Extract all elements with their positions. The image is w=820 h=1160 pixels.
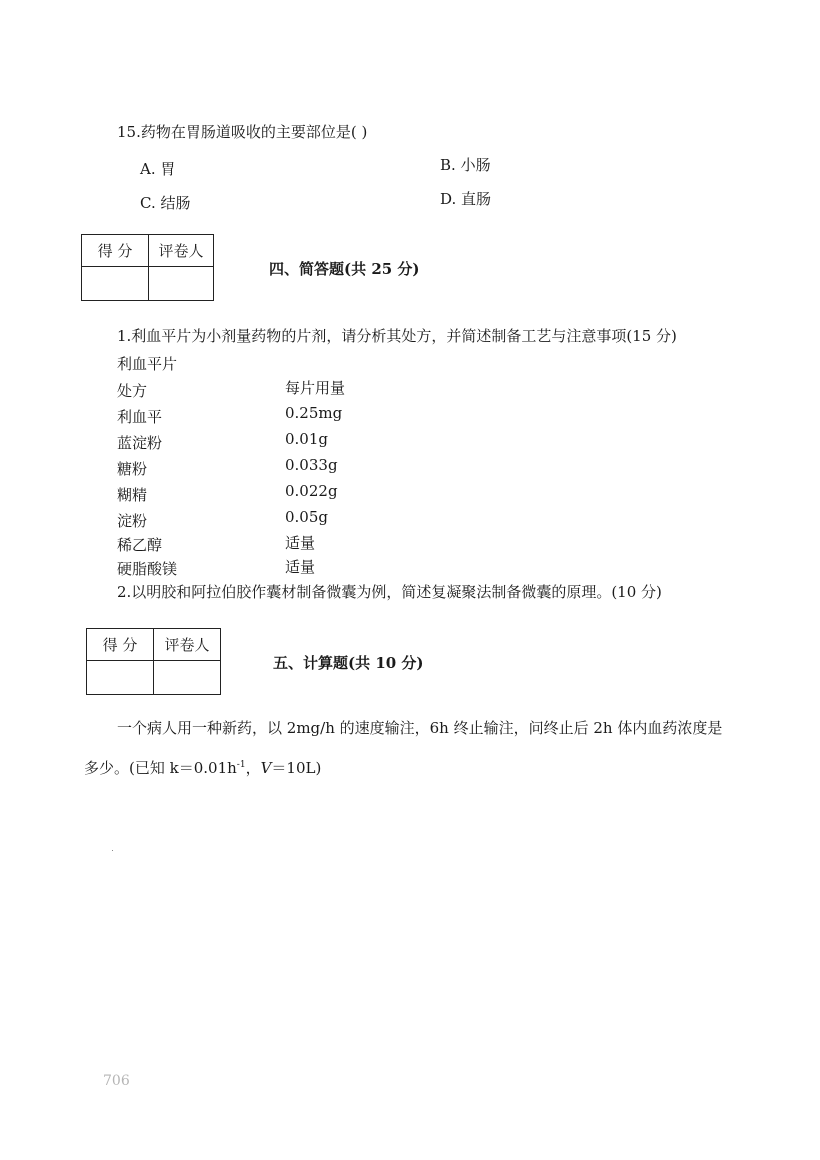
prescription-row-amount: 0.05g xyxy=(285,508,329,526)
prescription-row-amount: 0.022g xyxy=(285,482,338,500)
score-cell xyxy=(82,267,149,301)
exponent: -1 xyxy=(236,760,246,770)
section5-question-line2 xyxy=(84,757,321,778)
section4-title: 四、简答题(共 25 分) xyxy=(269,260,420,278)
q15-option-b xyxy=(440,154,491,175)
score-label: 得 分 xyxy=(87,629,154,661)
question-text: ， xyxy=(245,759,261,777)
section4-q1-stem: 1.利血平片为小剂量药物的片剂，请分析其处方，并简述制备工艺与注意事项(15 分) xyxy=(117,327,677,345)
q15-option-c xyxy=(140,192,191,213)
prescription-row-amount: 适量 xyxy=(285,534,316,552)
q15-stem: 15.药物在胃肠道吸收的主要部位是( ) xyxy=(117,123,368,141)
product-name: 利血平片 xyxy=(117,355,178,373)
q15-option-d xyxy=(440,188,491,209)
prescription-header-name: 处方 xyxy=(117,382,148,400)
score-cell xyxy=(87,661,154,695)
grader-label: 评卷人 xyxy=(154,629,221,661)
q15-option-a xyxy=(140,158,175,179)
option-letter: B. xyxy=(440,156,456,174)
score-box-section4 xyxy=(81,234,214,301)
grader-label: 评卷人 xyxy=(149,235,214,267)
option-letter: C. xyxy=(140,194,156,212)
prescription-row-amount: 0.25mg xyxy=(285,404,343,422)
prescription-row-name: 淀粉 xyxy=(117,512,148,530)
score-box-section5 xyxy=(86,628,221,695)
prescription-row-name: 糖粉 xyxy=(117,460,148,478)
option-text: 直肠 xyxy=(461,190,492,208)
prescription-row-name: 硬脂酸镁 xyxy=(117,560,178,578)
prescription-row-name: 利血平 xyxy=(117,408,163,426)
question-text: 多少。(已知 k＝0.01h xyxy=(84,759,237,777)
section5-title: 五、计算题(共 10 分) xyxy=(273,654,424,672)
option-text: 小肠 xyxy=(460,156,491,174)
score-label: 得 分 xyxy=(82,235,149,267)
option-text: 结肠 xyxy=(160,194,191,212)
prescription-row-name: 蓝淀粉 xyxy=(117,434,163,452)
prescription-row-amount: 0.033g xyxy=(285,456,338,474)
section4-q2-stem: 2.以明胶和阿拉伯胶作囊材制备微囊为例，简述复凝聚法制备微囊的原理。(10 分) xyxy=(117,583,662,601)
scan-speck xyxy=(112,850,113,851)
grader-cell xyxy=(154,661,221,695)
page-number: 706 xyxy=(103,1073,130,1089)
question-text: ＝10L) xyxy=(271,759,322,777)
option-letter: A. xyxy=(140,160,156,178)
prescription-row-name: 稀乙醇 xyxy=(117,536,163,554)
variable-v: V xyxy=(260,759,272,777)
prescription-row-name: 糊精 xyxy=(117,486,148,504)
option-text: 胃 xyxy=(160,160,176,178)
grader-cell xyxy=(149,267,214,301)
section5-question-line1: 一个病人用一种新药，以 2mg/h 的速度输注，6h 终止输注，问终止后 2h 体内血药浓度是 xyxy=(117,719,723,737)
prescription-row-amount: 适量 xyxy=(285,558,316,576)
option-letter: D. xyxy=(440,190,457,208)
prescription-header-amount: 每片用量 xyxy=(285,379,346,397)
prescription-row-amount: 0.01g xyxy=(285,430,329,448)
